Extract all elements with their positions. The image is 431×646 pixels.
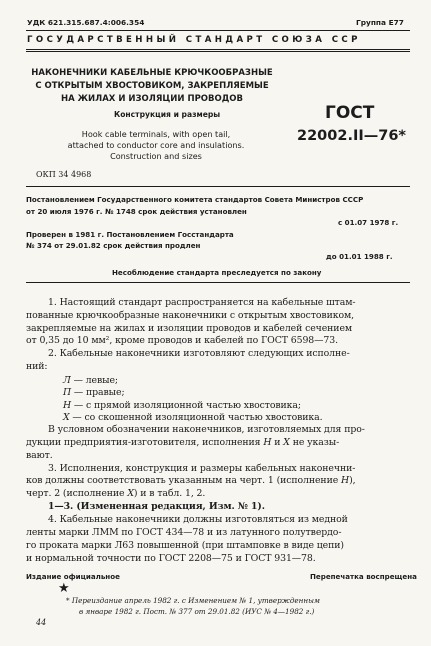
p4-symbol-x: Х: [127, 488, 134, 499]
title-en-line-1: Hook cable terminals, with open tail,: [81, 129, 231, 139]
title-line-1: НАКОНЕЧНИКИ КАБЕЛЬНЫЕ КРЮЧКООБРАЗНЫЕ: [31, 68, 273, 78]
p4-symbol-h: Н: [341, 475, 350, 486]
gost-label: ГОСТ: [325, 103, 375, 123]
p3-line-2-end: не указы-: [289, 437, 340, 448]
variant-right: [63, 387, 125, 400]
p6-line-1: 4. Кабельные наконечники должны изготовляться из медной: [48, 514, 348, 525]
p3-symbol-x: Х: [283, 437, 290, 448]
star-icon: ★: [58, 581, 70, 596]
p1-line-4: от 0,35 до 10 мм², кроме проводов и кабелей по ГОСТ 6598—73.: [26, 335, 338, 346]
reprint-prohibited: Перепечатка воспрещена: [310, 572, 417, 581]
p6-line-3: го проката марки Л63 повышенной (при штамповке в виде цепи): [26, 540, 344, 551]
title-block: [20, 67, 284, 106]
p2-line-2: ний:: [26, 361, 48, 372]
footnote-line-2: в январе 1982 г. Пост. № 377 от 29.01.82 (ИУС № 4—1982 г.): [79, 607, 315, 616]
p3-line-3: вают.: [26, 450, 53, 461]
title-line-2: С ОТКРЫТЫМ ХВОСТОВИКОМ, ЗАКРЕПЛЯЕМЫЕ: [35, 81, 269, 91]
p3-symbol-h: Н: [263, 437, 272, 448]
variant-left-symbol: Л: [63, 375, 71, 386]
p3-line-2: [26, 437, 339, 450]
approval-date-2: до 01.01 1988 г.: [326, 252, 393, 261]
approval-line-1: Постановлением Государственного комитета стандартов Совета Министров СССР: [26, 195, 364, 204]
okp-code: ОКП 34 4968: [36, 170, 92, 179]
page-number: 44: [36, 618, 47, 627]
p6-line-2: ленты марки ЛММ по ГОСТ 434—78 и из латунного полутвердо-: [26, 527, 342, 538]
footnote-line-1: * Переиздание апрель 1982 г. с Изменением № 1, утвержденным: [66, 596, 320, 605]
standard-banner: ГОСУДАРСТВЕННЫЙ СТАНДАРТ СОЮЗА ССР: [27, 35, 361, 45]
approval-line-3: Проверен в 1981 г. Постановлением Госстандарта: [26, 230, 234, 239]
legal-notice: Несоблюдение стандарта преследуется по закону: [112, 268, 322, 277]
subtitle-ru: Конструкция и размеры: [114, 110, 221, 119]
approval-line-4: № 374 от 29.01.82 срок действия продлен: [26, 241, 201, 250]
p4-line-3-text: черт. 2 (исполнение: [26, 488, 128, 499]
p3-line-2-text: дукции предприятия-изготовителя, исполнения: [26, 437, 261, 448]
variant-straight: [63, 400, 301, 413]
variant-straight-text: — с прямой изоляционной частью хвостовика;: [71, 400, 301, 411]
title-en-line-2: attached to conductor core and insulations.: [67, 140, 245, 150]
header-rule: [26, 30, 410, 31]
approval-rule: [26, 282, 410, 283]
p1-line-3: закрепляемые на жилах и изоляции проводов и кабелей сечением: [26, 323, 353, 334]
variant-right-text: — правые;: [71, 387, 125, 398]
group-code: Группа Е77: [356, 18, 404, 27]
banner-rule-bottom: [26, 51, 410, 52]
p4-line-2-end: ),: [349, 475, 356, 486]
title-en-line-3: Construction and sizes: [110, 151, 202, 161]
p6-line-4: и нормальной точности по ГОСТ 2208—75 и ГОСТ 931—78.: [26, 553, 316, 564]
banner-rule-top: [26, 49, 410, 50]
variant-beveled-symbol: Х: [63, 412, 70, 423]
p4-line-3: [26, 488, 205, 501]
official-edition: Издание официальное: [26, 572, 120, 581]
p2-line-1: 2. Кабельные наконечники изготовляют следующих исполне-: [48, 348, 350, 359]
udk-code: УДК 621.315.687.4:006.354: [27, 18, 145, 27]
p4-line-1: 3. Исполнения, конструкция и размеры кабельных наконечни-: [48, 463, 356, 474]
p4-line-3-end: ) и в табл. 1, 2.: [133, 488, 206, 499]
p1-line-2: пованные крючкообразные наконечники с открытым хвостовиком,: [26, 310, 355, 321]
variant-left-text: — левые;: [70, 375, 118, 386]
variant-beveled-text: — со скошенной изоляционной частью хвостовика.: [69, 412, 323, 423]
p3-and: и: [271, 437, 284, 448]
okp-rule: [26, 186, 410, 187]
title-line-3: НА ЖИЛАХ И ИЗОЛЯЦИИ ПРОВОДОВ: [61, 94, 243, 104]
amendment-note: 1—3. (Измененная редакция, Изм. № 1).: [48, 501, 265, 512]
p4-line-2: [26, 475, 355, 488]
p3-line-1: В условном обозначении наконечников, изготовляемых для про-: [48, 424, 365, 435]
variant-straight-symbol: Н: [63, 400, 72, 411]
p4-line-2-text: ков должны соответствовать указанным на черт. 1 (исполнение: [26, 475, 341, 486]
approval-date-1: с 01.07 1978 г.: [338, 218, 399, 227]
variant-left: [63, 375, 118, 388]
title-en-block: [40, 129, 272, 162]
gost-number: 22002.II—76*: [297, 128, 407, 144]
variant-beveled: [63, 412, 322, 425]
variant-right-symbol: П: [63, 387, 72, 398]
p1-line-1: 1. Настоящий стандарт распространяется на кабельные штам-: [48, 297, 356, 308]
approval-line-2: от 20 июля 1976 г. № 1748 срок действия установлен: [26, 207, 247, 216]
